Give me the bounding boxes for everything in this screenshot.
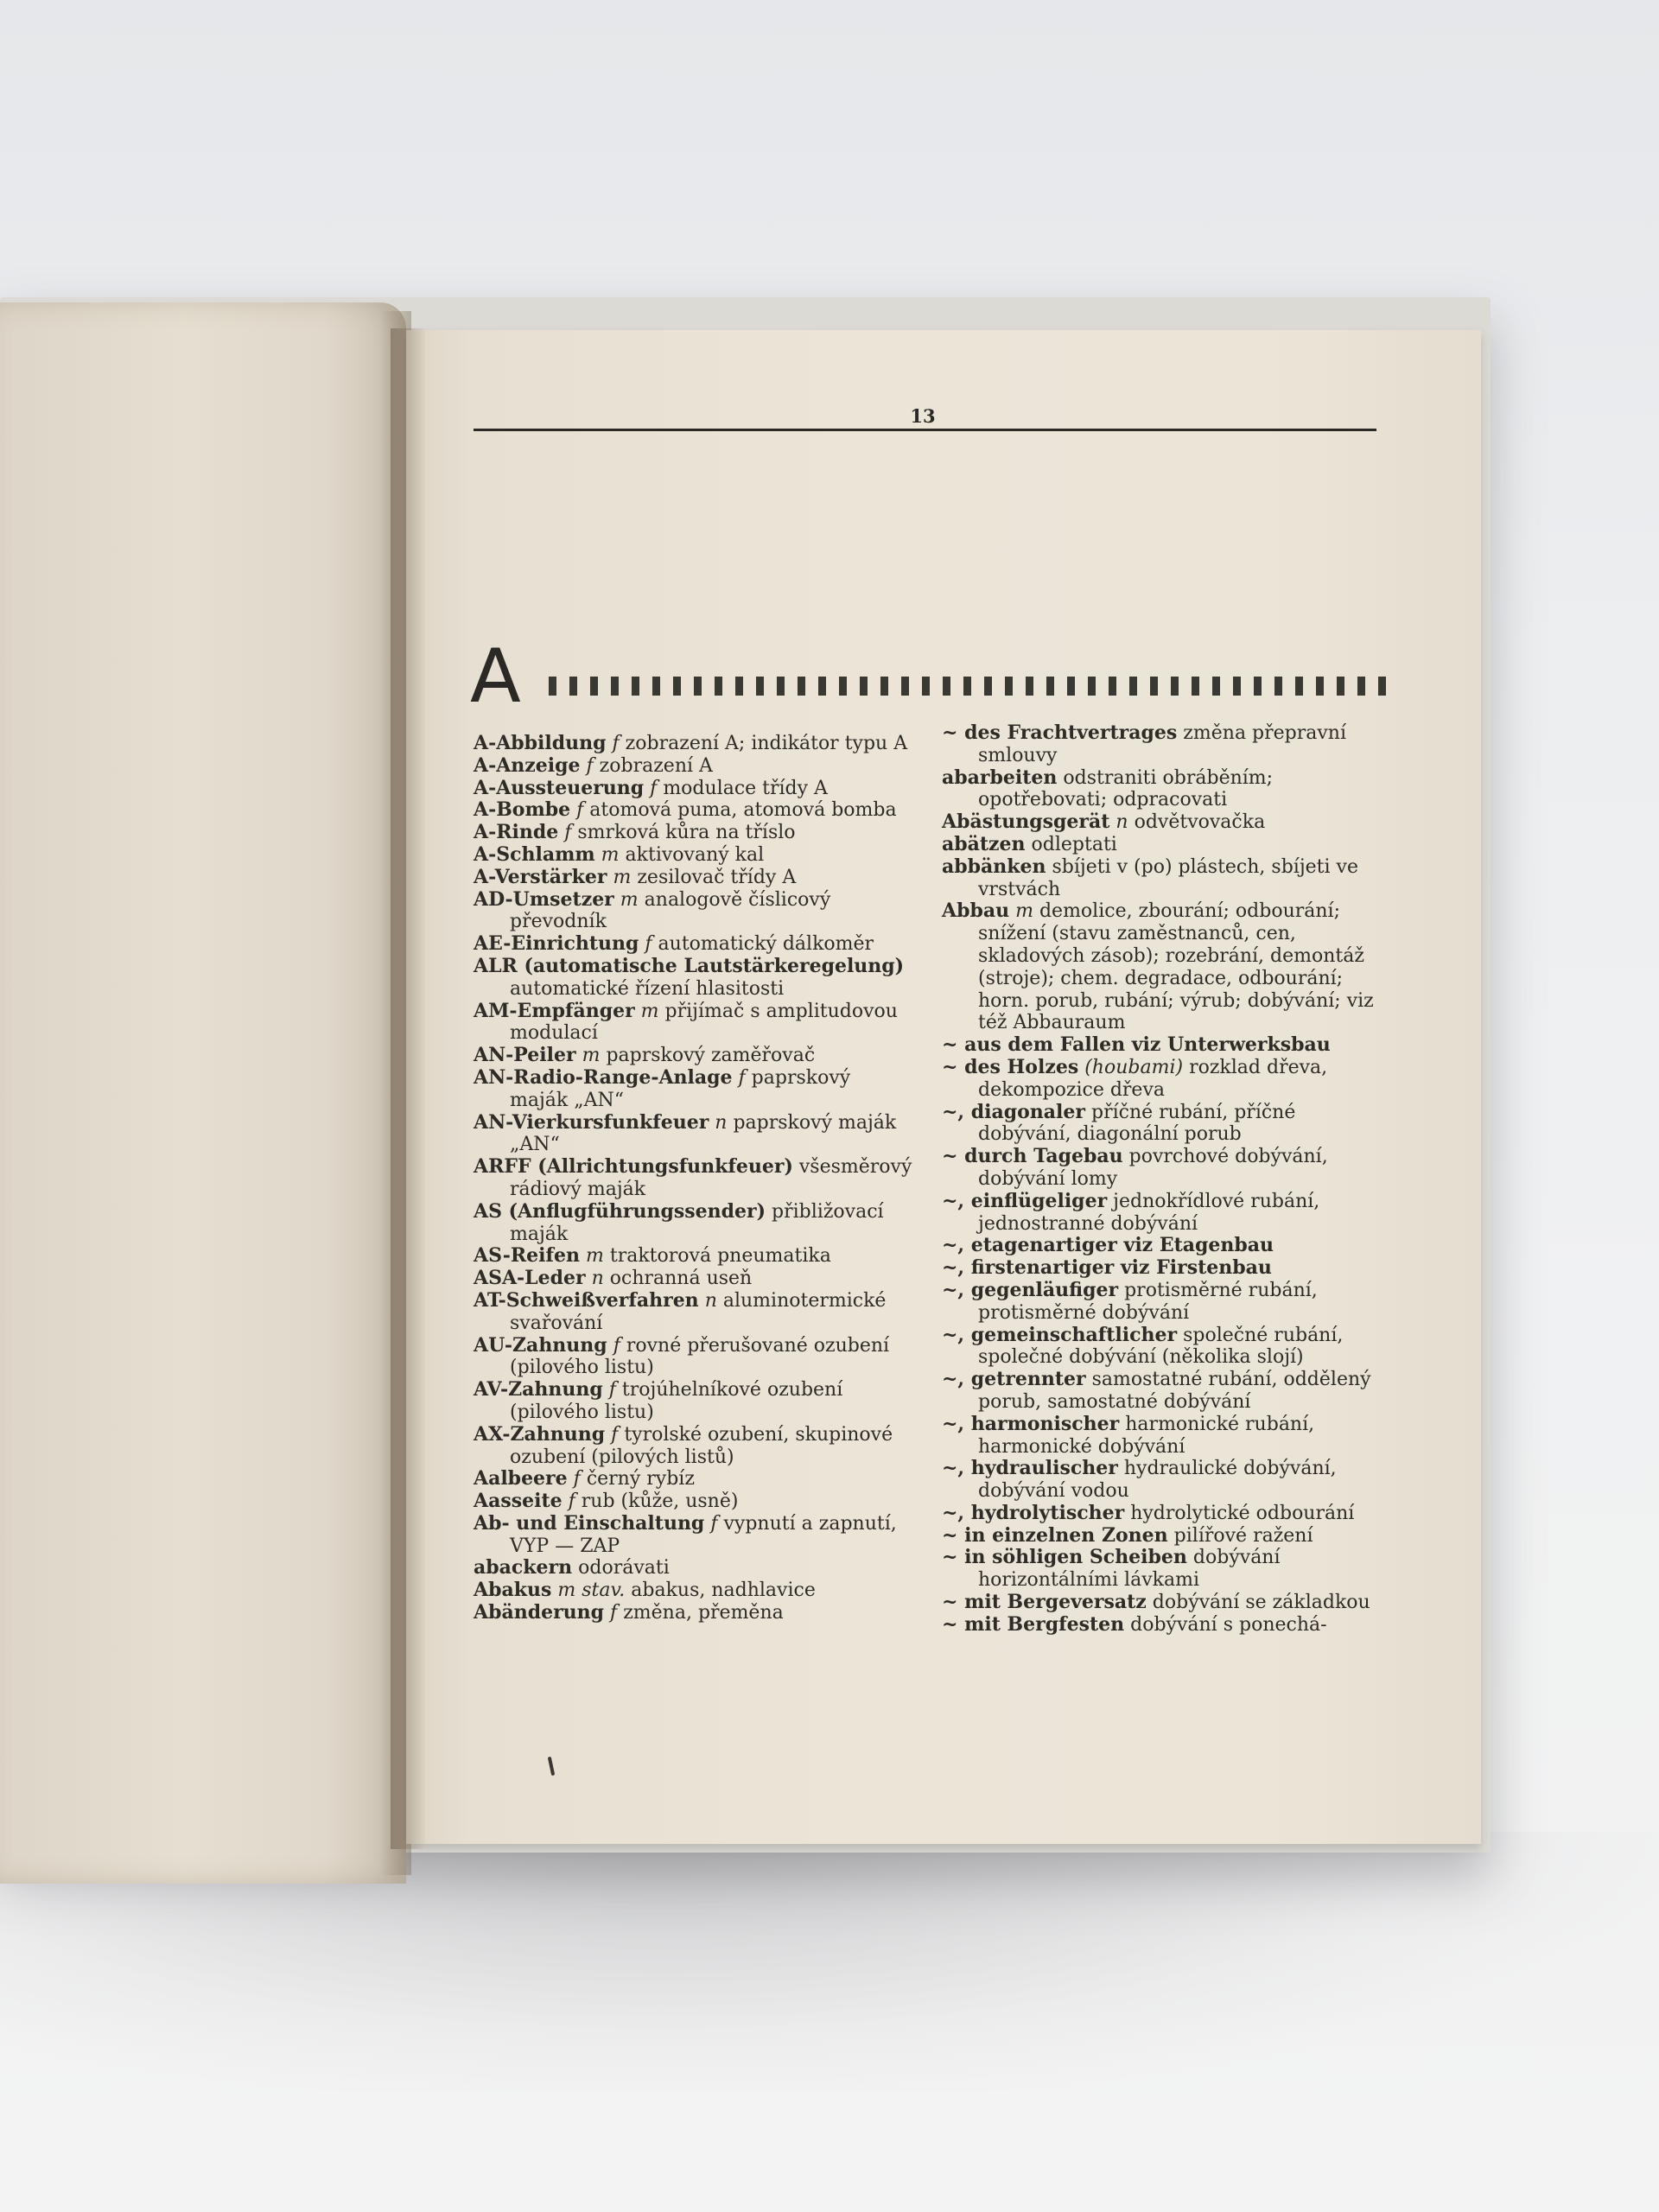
- dictionary-entry: [474, 1379, 914, 1424]
- entry-definition: analogově číslicový převodník: [510, 888, 831, 933]
- entry-headword: A-Schlamm: [474, 842, 595, 866]
- entry-headword: ~ in einzelnen Zonen: [942, 1523, 1168, 1547]
- dictionary-entry: [474, 1201, 914, 1246]
- entry-definition: společné rubání, společné dobývání (několika slojí): [978, 1324, 1344, 1369]
- dictionary-entry: [474, 1468, 914, 1491]
- entry-headword: AX-Zahnung: [474, 1422, 606, 1446]
- entry-grammar: f: [645, 933, 652, 956]
- dictionary-entry: [942, 722, 1391, 767]
- entry-definition: ochranná useň: [609, 1268, 753, 1290]
- entry-grammar: f: [608, 1379, 616, 1402]
- entry-headword: ~ aus dem Fallen viz Unterwerksbau: [942, 1033, 1331, 1057]
- entry-headword: AN-Radio-Range-Anlage: [474, 1065, 733, 1089]
- entry-headword: AV-Zahnung: [474, 1378, 603, 1402]
- entry-grammar: n: [704, 1289, 717, 1312]
- dictionary-entry: [474, 822, 914, 844]
- dictionary-entry: [474, 889, 914, 934]
- dictionary-entry: [474, 799, 914, 822]
- entry-definition: změna, přeměna: [623, 1602, 784, 1624]
- entry-grammar: f: [611, 1423, 619, 1446]
- dictionary-entry: [942, 1235, 1391, 1257]
- dictionary-column-right: [942, 722, 1391, 1637]
- dictionary-entry: [474, 1268, 914, 1290]
- entry-definition: příčné rubání, příčné dobývání, diagonální porub: [978, 1101, 1296, 1146]
- dictionary-entry: [474, 1491, 914, 1513]
- entry-headword: ~, hydraulischer: [942, 1457, 1118, 1480]
- entry-grammar: m: [582, 1045, 601, 1067]
- entry-grammar: m: [620, 888, 639, 911]
- entry-grammar: n: [1116, 811, 1128, 834]
- dictionary-entry: [474, 733, 914, 755]
- entry-definition: protisměrné rubání, protisměrné dobývání: [978, 1279, 1318, 1324]
- entry-headword: AS-Reifen: [474, 1244, 580, 1268]
- entry-definition: rozklad dřeva, dekompozice dřeva: [978, 1056, 1328, 1101]
- entry-definition: zobrazení A: [599, 754, 713, 777]
- entry-grammar: f: [568, 1491, 575, 1513]
- entry-definition: atomová puma, atomová bomba: [589, 799, 897, 822]
- entry-definition: trojúhelníkové ozubení (pilového listu): [510, 1379, 843, 1423]
- entry-grammar: f: [612, 733, 620, 754]
- entry-definition: tyrolské ozubení, skupinové ozubení (pilových listů): [510, 1423, 893, 1468]
- book-gutter: [391, 328, 425, 1849]
- entry-grammar: f: [564, 822, 572, 844]
- entry-headword: AN-Peiler: [474, 1044, 576, 1067]
- entry-definition: traktorová pneumatika: [609, 1245, 831, 1268]
- dictionary-entry: [942, 900, 1391, 1034]
- entry-headword: abarbeiten: [942, 766, 1058, 789]
- entry-definition: jednokřídlové rubání, jednostranné dobývání: [978, 1190, 1320, 1235]
- entry-grammar: n: [591, 1268, 604, 1290]
- entry-definition: změna přepravní smlouvy: [978, 722, 1347, 766]
- dictionary-entry: [474, 1245, 914, 1268]
- entry-headword: ~ des Holzes: [942, 1055, 1079, 1078]
- dictionary-entry: [942, 1458, 1391, 1503]
- entry-headword: ~, gegenläufiger: [942, 1278, 1119, 1301]
- entry-definition: samostatné rubání, oddělený porub, samostatné dobývání: [978, 1369, 1371, 1413]
- dictionary-entry: [474, 1001, 914, 1046]
- entry-definition: pilířové ražení: [1173, 1524, 1313, 1547]
- dictionary-entry: [942, 856, 1391, 901]
- entry-headword: abbänken: [942, 855, 1046, 878]
- dictionary-entry: [474, 1290, 914, 1335]
- dictionary-entry: [474, 1156, 914, 1201]
- entry-headword: ~, firstenartiger viz Firstenbau: [942, 1256, 1272, 1280]
- entry-definition: zesilovač třídy A: [637, 866, 797, 888]
- entry-definition: dobývání s ponechá-: [1130, 1613, 1327, 1636]
- entry-headword: ~, einflügeliger: [942, 1189, 1108, 1212]
- entry-definition: dobývání horizontálními lávkami: [978, 1547, 1281, 1592]
- entry-definition: smrková kůra na tříslo: [577, 822, 796, 844]
- entry-grammar: f: [613, 1334, 620, 1357]
- entry-grammar: f: [650, 777, 658, 799]
- dictionary-entry: [474, 1513, 914, 1558]
- entry-headword: abätzen: [942, 832, 1026, 855]
- entry-headword: A-Anzeige: [474, 753, 581, 777]
- entry-headword: A-Aussteuerung: [474, 776, 645, 799]
- dictionary-entry: [942, 1280, 1391, 1325]
- dictionary-entry: [474, 755, 914, 778]
- dictionary-entry: [474, 1557, 914, 1580]
- entry-definition: povrchové dobývání, dobývání lomy: [978, 1146, 1328, 1190]
- entry-definition: paprskový maják „AN“: [510, 1111, 897, 1156]
- dictionary-entry: [942, 1257, 1391, 1280]
- entry-definition: sbíjeti v (po) plástech, sbíjeti ve vrstvách: [978, 855, 1358, 900]
- dictionary-entry: [942, 834, 1391, 856]
- section-dotted-rule: [549, 677, 1395, 696]
- entry-definition: rovné přerušované ozubení (pilového listu): [510, 1334, 890, 1379]
- entry-headword: Abänderung: [474, 1601, 605, 1624]
- entry-headword: ~ mit Bergfesten: [942, 1612, 1125, 1636]
- dictionary-entry: [942, 1614, 1391, 1637]
- entry-headword: Ab- und Einschaltung: [474, 1511, 705, 1535]
- entry-definition: černý rybíz: [586, 1468, 695, 1491]
- dictionary-entry: [474, 1112, 914, 1157]
- entry-headword: AD-Umsetzer: [474, 887, 614, 911]
- entry-headword: A-Verstärker: [474, 865, 607, 888]
- entry-definition: všesměrový rádiový maják: [510, 1156, 912, 1200]
- entry-headword: ~, etagenartiger viz Etagenbau: [942, 1234, 1274, 1257]
- entry-headword: ~, harmonischer: [942, 1412, 1120, 1435]
- entry-headword: ALR (automatische Lautstärkeregelung): [474, 954, 905, 977]
- entry-headword: Abbau: [942, 899, 1010, 923]
- entry-headword: Aasseite: [474, 1490, 563, 1513]
- entry-definition: přijímač s amplitudovou modulací: [510, 1000, 898, 1045]
- entry-grammar: m stav.: [557, 1580, 626, 1602]
- entry-headword: abackern: [474, 1556, 573, 1580]
- entry-headword: ASA-Leder: [474, 1267, 586, 1290]
- entry-grammar: f: [576, 799, 584, 822]
- entry-headword: ~ in söhligen Scheiben: [942, 1546, 1187, 1569]
- entry-definition: odorávati: [578, 1557, 670, 1580]
- entry-grammar: m: [586, 1245, 604, 1268]
- entry-headword: ARFF (Allrichtungsfunkfeuer): [474, 1155, 793, 1179]
- entry-definition: odstraniti obráběním; opotřebovati; odpracovati: [978, 766, 1274, 811]
- dictionary-entry: [474, 1602, 914, 1624]
- entry-grammar: f: [573, 1468, 581, 1491]
- dictionary-entry: [474, 1045, 914, 1067]
- entry-headword: AN-Vierkursfunkfeuer: [474, 1110, 709, 1134]
- entry-headword: ~, diagonaler: [942, 1100, 1085, 1123]
- entry-headword: AU-Zahnung: [474, 1333, 607, 1357]
- page-number: 13: [910, 405, 936, 427]
- header-rule: [474, 429, 1376, 431]
- entry-headword: ~, gemeinschaftlicher: [942, 1323, 1178, 1346]
- dictionary-entry: [474, 1580, 914, 1602]
- dictionary-entry: [474, 867, 914, 889]
- dictionary-entry: [942, 1547, 1391, 1592]
- dictionary-entry: [942, 1369, 1391, 1414]
- entry-headword: ~ mit Bergeversatz: [942, 1591, 1147, 1614]
- entry-definition: dobývání se základkou: [1152, 1592, 1370, 1614]
- entry-definition: hydrolytické odbourání: [1130, 1502, 1355, 1524]
- dictionary-entry: [474, 844, 914, 867]
- entry-definition: automatický dálkoměr: [658, 933, 874, 956]
- entry-definition: zobrazení A; indikátor typu A: [625, 733, 908, 754]
- entry-headword: Abästungsgerät: [942, 810, 1110, 834]
- dictionary-entry: [942, 1034, 1391, 1057]
- section-letter: A: [470, 633, 521, 720]
- entry-definition: modulace třídy A: [663, 777, 828, 799]
- entry-definition: automatické řízení hlasitosti: [510, 977, 785, 1000]
- entry-grammar: f: [710, 1512, 718, 1535]
- entry-headword: Aalbeere: [474, 1467, 568, 1491]
- entry-definition: hydraulické dobývání, dobývání vodou: [978, 1458, 1337, 1503]
- dictionary-entry: [474, 1424, 914, 1469]
- entry-definition: odleptati: [1031, 833, 1117, 855]
- entry-headword: ~ des Frachtvertrages: [942, 721, 1178, 744]
- entry-definition: aluminotermické svařování: [510, 1289, 887, 1334]
- dictionary-entry: [942, 1325, 1391, 1370]
- entry-headword: A-Abbildung: [474, 732, 607, 754]
- dictionary-entry: [942, 767, 1391, 812]
- entry-headword: Abakus: [474, 1579, 552, 1602]
- dictionary-entry: [474, 956, 914, 1001]
- entry-grammar: m: [601, 843, 620, 866]
- entry-headword: ~, getrennter: [942, 1368, 1086, 1391]
- dictionary-entry: [942, 1191, 1391, 1236]
- entry-headword: AM-Empfänger: [474, 999, 635, 1022]
- entry-grammar: m: [1015, 900, 1033, 923]
- dictionary-entry: [942, 1146, 1391, 1191]
- entry-headword: AE-Einrichtung: [474, 932, 639, 956]
- dictionary-entry: [942, 1414, 1391, 1459]
- dictionary-column-left: [474, 733, 914, 1624]
- entry-definition: aktivovaný kal: [625, 843, 765, 866]
- entry-definition: paprskový maják „AN“: [510, 1066, 851, 1111]
- entry-headword: ~ durch Tagebau: [942, 1145, 1123, 1168]
- dictionary-entry: [474, 1335, 914, 1380]
- entry-grammar: f: [610, 1602, 618, 1624]
- entry-headword: A-Bombe: [474, 798, 571, 822]
- dictionary-entry: [942, 1592, 1391, 1614]
- dictionary-entry: [942, 811, 1391, 834]
- entry-grammar: m: [613, 866, 632, 888]
- entry-definition: paprskový zaměřovač: [606, 1045, 816, 1067]
- dictionary-entry: [942, 1503, 1391, 1525]
- entry-definition: rub (kůže, usně): [581, 1491, 739, 1513]
- entry-definition: demolice, zbourání; odbourání; snížení (stavu zaměstnanců, cen, skladových zásob); rozebrání, demontáž (stroje); chem. degradace, odbourání; horn. porub, rubání; výrub; dobývání; viz též Abbauraum: [978, 900, 1374, 1034]
- entry-grammar: f: [738, 1066, 746, 1089]
- dictionary-entry: [942, 1057, 1391, 1102]
- entry-grammar: (houbami): [1084, 1056, 1184, 1078]
- entry-grammar: f: [586, 754, 594, 777]
- entry-definition: přibližovací maják: [510, 1200, 884, 1245]
- entry-definition: odvětvovačka: [1134, 811, 1266, 834]
- entry-headword: ~, hydrolytischer: [942, 1501, 1125, 1524]
- entry-grammar: m: [640, 1000, 659, 1022]
- dictionary-entry: [942, 1102, 1391, 1147]
- entry-headword: A-Rinde: [474, 821, 559, 844]
- entry-headword: AT-Schweißverfahren: [474, 1288, 699, 1312]
- entry-headword: AS (Anflugführungssender): [474, 1199, 766, 1223]
- left-page: [0, 302, 406, 1884]
- entry-definition: vypnutí a zapnutí, VYP — ZAP: [510, 1512, 897, 1557]
- dictionary-entry: [474, 1067, 914, 1112]
- dictionary-entry: [474, 778, 914, 800]
- dictionary-entry: [474, 933, 914, 956]
- entry-definition: harmonické rubání, harmonické dobývání: [978, 1413, 1315, 1458]
- dictionary-entry: [942, 1525, 1391, 1548]
- entry-grammar: n: [715, 1111, 728, 1134]
- entry-definition: abakus, nadhlavice: [631, 1580, 816, 1602]
